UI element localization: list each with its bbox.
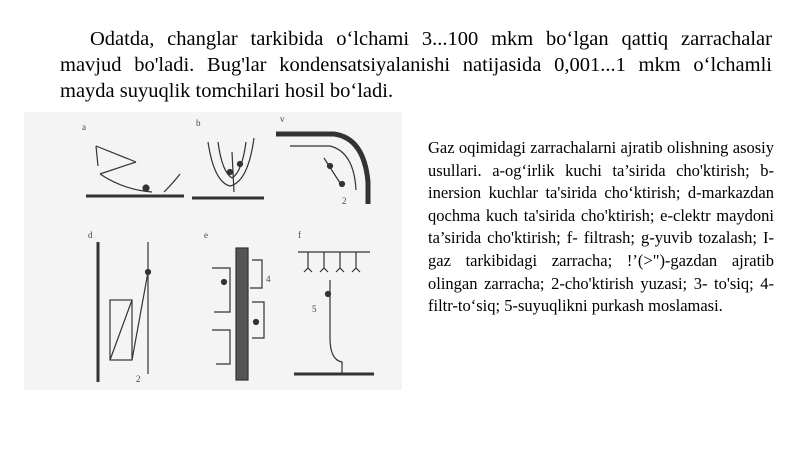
panel-d-label: d [88, 230, 93, 240]
particle [254, 320, 259, 325]
particle [222, 280, 227, 285]
gas-flow-line [250, 260, 262, 288]
panel-b [192, 118, 264, 198]
field-diagonal [110, 300, 132, 360]
intro-text: Odatda, changlar tarkibida oʻlchami 3...100 mkm boʻlgan qattiq zarrachalar mavjud bo'ladi. Bug'lar kondensatsiyalanishi natijasida 0,001...1 mkm oʻlchamli mayda suyuqlik tomchilari hosil boʻladi. [60, 28, 772, 102]
callout-5: 5 [312, 304, 317, 314]
callout-2: 2 [342, 196, 347, 206]
particle [326, 292, 331, 297]
figure-caption [428, 137, 774, 318]
gas-flow-line [96, 146, 136, 162]
particle-trajectory [164, 174, 180, 192]
gas-flow-line [100, 162, 136, 174]
panel-f-label: f [298, 230, 301, 240]
arrow-line [96, 146, 98, 166]
gas-flow-curve [290, 146, 356, 190]
panel-e [204, 230, 271, 380]
panel-f [294, 230, 374, 374]
particle [340, 182, 345, 187]
separation-methods-figure [24, 112, 402, 390]
panel-a [82, 122, 184, 196]
panel-e-label: e [204, 230, 208, 240]
panel-v [276, 114, 368, 206]
filter-element [236, 248, 248, 380]
particle [143, 185, 149, 191]
callout-2: 2 [136, 374, 141, 384]
curved-wall [276, 134, 368, 204]
gas-flow-curve [208, 138, 254, 186]
particle-path [132, 272, 148, 360]
caption-text: Gaz oqimidagi zarrachalarni ajratib olishning asosiy usullari. a-ogʻirlik kuchi ta’sirida cho'ktirish; b-inersion kuchlar ta'sirida cho‘ktirish; d-markazdan qochma kuch ta'sirida cho'ktirish; e-clektr maydoni ta’sirida cho'ktirish; f- filtrash; g-yuvib tozalash; I-gaz tarkibidagi zarracha; !’(>")-gazdan ajratib olingan zarracha; 2-cho'ktirish yuzasi; 3- to'siq; 4-filtr-toʻsiq; 5-suyuqlikni purkash moslamasi. [428, 138, 774, 316]
panel-v-label: v [280, 114, 285, 124]
panel-a-label: a [82, 122, 86, 132]
particle [238, 162, 243, 167]
spray-cone [304, 268, 360, 272]
figure-drawing [24, 112, 402, 390]
particle [146, 270, 151, 275]
callout-4: 4 [266, 274, 271, 284]
particle [328, 164, 333, 169]
gas-flow-line [212, 330, 230, 364]
droplet-path [330, 280, 342, 374]
panel-b-label: b [196, 118, 201, 128]
intro-paragraph [60, 26, 772, 104]
particle [228, 170, 233, 175]
panel-d [88, 230, 151, 384]
gas-flow-line [212, 268, 230, 312]
particle-path [324, 158, 342, 186]
